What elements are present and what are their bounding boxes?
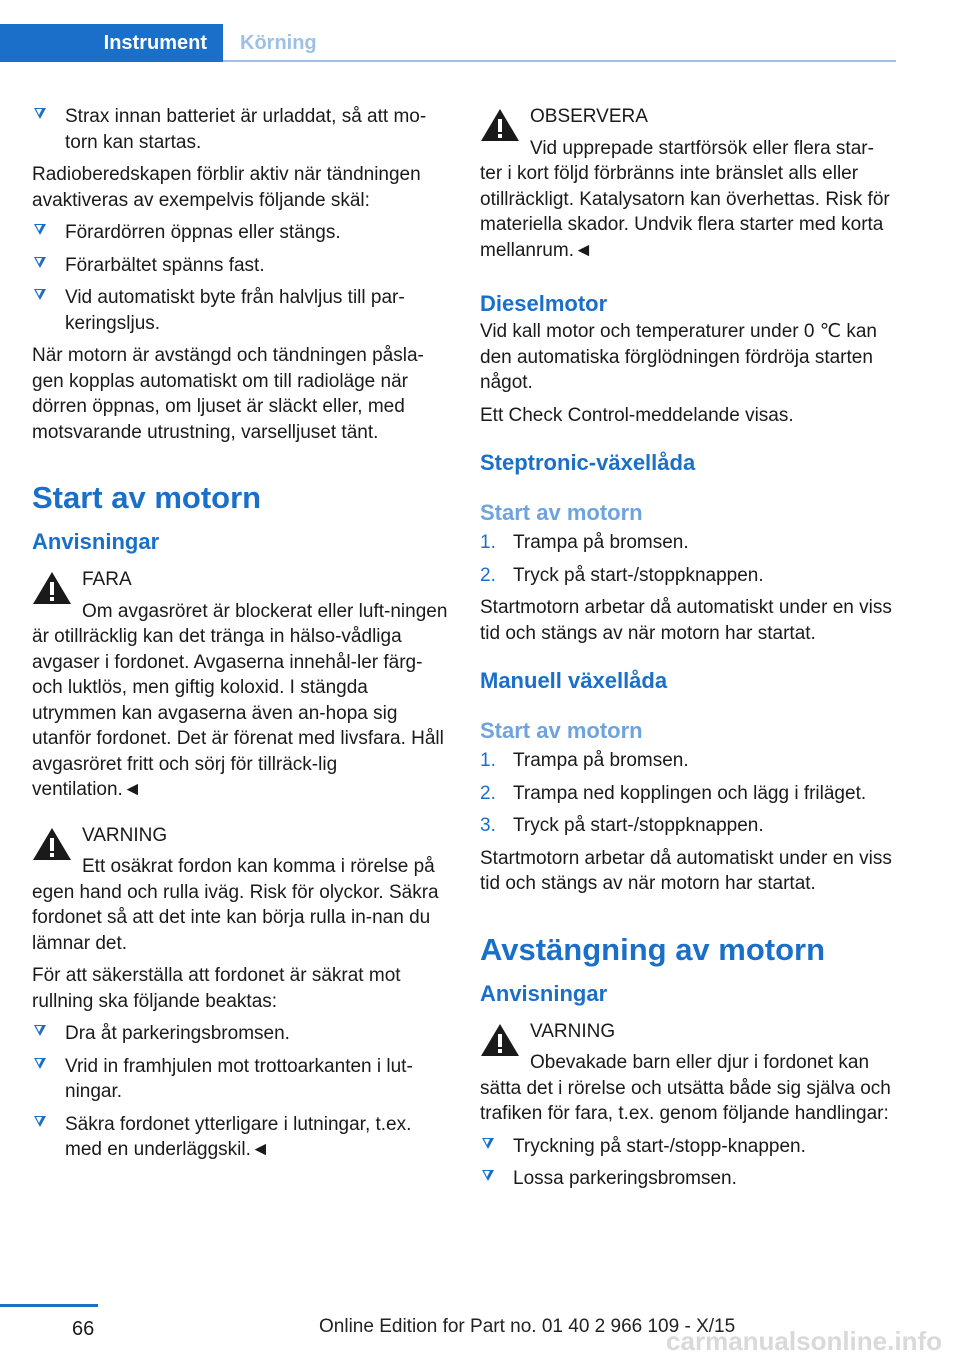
list-item-text: Vrid in framhjulen mot trottoarkanten i lut-ningar. [65, 1055, 413, 1102]
list-item-text: Vid automatiskt byte från halvljus till par-keringsljus. [65, 287, 405, 334]
subsection-title-anvisningar-stop: Anvisningar [480, 980, 608, 1006]
warning-title: VARNING [82, 824, 168, 846]
list-item-text: Trampa på bromsen. [513, 532, 689, 553]
warning-triangle-icon [32, 827, 72, 861]
warning-text: Vid upprepade startförsök eller flera star-ter i kort följd förbränns inte bränslet alls eller otillräckligt. Katalysatorn kan överhettas. Risk för materiella skador. Undvik flera starter med korta mellanrum.◄ [480, 137, 890, 261]
warning-triangle-icon [480, 1023, 520, 1057]
bullet-list-intro [32, 104, 448, 155]
warning-triangle-icon [32, 571, 72, 605]
section-title-avstangning: Avstängning av motorn [480, 931, 826, 967]
bullet-list-rullning [32, 1021, 448, 1163]
list-item [480, 1134, 896, 1160]
right-column [480, 104, 896, 1199]
step-number: 1. [480, 532, 496, 553]
triangle-bullet-icon [34, 108, 46, 119]
list-item-text: Tryckning på start-/stopp-knappen. [513, 1135, 806, 1157]
list-item [32, 1021, 448, 1047]
paragraph: När motorn är avstängd och tändningen påsla-gen kopplas automatiskt om till radioläge när dörren öppnas, om ljuset är släckt eller, med motsvarande utrustning, varselljuset tänt. [32, 345, 424, 443]
left-column [32, 104, 448, 1170]
warning-block-varning-stop [480, 1019, 896, 1127]
subsection-title-diesel: Dieselmotor [480, 291, 608, 316]
triangle-bullet-icon [34, 257, 46, 268]
triangle-bullet-icon [34, 1058, 46, 1069]
list-item-text: Trampa på bromsen. [513, 750, 689, 771]
triangle-bullet-icon [34, 1116, 46, 1127]
bullet-list-stop [480, 1134, 896, 1192]
list-item [480, 748, 896, 774]
tab-instrument[interactable] [0, 24, 223, 62]
paragraph: Startmotorn arbetar då automatiskt under en viss tid och stängs av när motorn har startat. [480, 847, 892, 894]
subsubsection-title-start-man: Start av motorn [480, 718, 643, 743]
list-item [32, 220, 448, 246]
step-number: 2. [480, 564, 496, 586]
subsection-title-steptronic: Steptronic-växellåda [480, 450, 696, 475]
warning-block-varning [32, 823, 448, 957]
paragraph: Radioberedskapen förblir aktiv när tändningen avaktiveras av exempelvis följande skäl: [32, 164, 421, 211]
list-item-text: Säkra fordonet ytterligare i lutningar, t.ex. med en underläggskil.◄ [65, 1113, 412, 1160]
triangle-bullet-icon [482, 1170, 494, 1181]
triangle-bullet-icon [34, 224, 46, 235]
numbered-list-manuell [480, 748, 896, 839]
list-item-text: Dra åt parkeringsbromsen. [65, 1023, 290, 1044]
list-item-text: Lossa parkeringsbromsen. [513, 1168, 737, 1189]
step-number: 2. [480, 782, 496, 804]
list-item [32, 285, 448, 336]
warning-title: OBSERVERA [530, 106, 648, 127]
warning-block-fara [32, 567, 448, 803]
step-number: 1. [480, 750, 496, 771]
list-item [480, 563, 896, 589]
warning-block-observera [480, 104, 896, 263]
warning-title: VARNING [530, 1020, 616, 1042]
list-item-text: Tryck på start-/stoppknappen. [513, 815, 764, 836]
list-item-text: Strax innan batteriet är urladdat, så att mo-torn kan startas. [65, 106, 427, 153]
list-item-text: Förarbältet spänns fast. [65, 254, 265, 276]
list-item [32, 1112, 448, 1163]
tab-korning[interactable] [223, 24, 896, 62]
paragraph: Ett Check Control-meddelande visas. [480, 404, 794, 426]
footer-accent-line [0, 1304, 98, 1307]
list-item-text: Tryck på start-/stoppknappen. [513, 564, 764, 586]
list-item [32, 104, 448, 155]
paragraph: Startmotorn arbetar då automatiskt under en viss tid och stängs av när motorn har startat. [480, 597, 892, 644]
list-item-text: Trampa ned kopplingen och lägg i friläget. [513, 782, 867, 804]
subsubsection-title-start-step: Start av motorn [480, 500, 643, 525]
edition-text: Online Edition for Part no. 01 40 2 966 109 - X/15 [319, 1316, 736, 1337]
triangle-bullet-icon [34, 1025, 46, 1036]
list-item [480, 1166, 896, 1192]
watermark: carmanualsonline.info [666, 1326, 942, 1356]
list-item [32, 253, 448, 279]
warning-triangle-icon [480, 108, 520, 142]
tab-instrument-label: Instrument [103, 32, 207, 54]
numbered-list-steptronic [480, 530, 896, 588]
list-item [480, 530, 896, 556]
list-item [480, 813, 896, 839]
list-item [480, 781, 896, 807]
warning-text: Om avgasröret är blockerat eller luft-ningen är otillräcklig kan det tränga in hälso-vådliga avgaser i fordonet. Avgaserna innehål-ler färg- och luktlös, men giftig koloxid. I stängda utrymmen kan avgaserna även an-hopa sig utanför fordonet. Det är förenat med livsfara. Håll avgasröret fritt och sörj för tillräck-lig ventilation.◄ [32, 600, 448, 800]
subsection-title-manuell: Manuell växellåda [480, 668, 668, 693]
section-title-start: Start av motorn [32, 480, 262, 515]
page-number: 66 [72, 1318, 95, 1340]
triangle-bullet-icon [482, 1138, 494, 1149]
bullet-list-radio [32, 220, 448, 336]
warning-text: Obevakade barn eller djur i fordonet kan sätta det i rörelse och utsätta både sig själva och trafiken för fara, t.ex. genom följande handlingar: [480, 1052, 891, 1124]
list-item-text: Förardörren öppnas eller stängs. [65, 222, 341, 243]
paragraph: För att säkerställa att fordonet är säkrat mot rullning ska följande beaktas: [32, 965, 401, 1012]
paragraph: Vid kall motor och temperaturer under 0 ℃ kan den automatiska förglödningen fördröja starten något. [480, 321, 877, 393]
step-number: 3. [480, 815, 496, 836]
subsection-title-anvisningar: Anvisningar [32, 529, 160, 554]
triangle-bullet-icon [34, 289, 46, 300]
warning-text: Ett osäkrat fordon kan komma i rörelse på egen hand och rulla iväg. Risk för olyckor. Säkra fordonet så att det inte kan börja rulla in-nan du lämnar det. [32, 856, 439, 954]
header-tabs [0, 24, 896, 62]
list-item [32, 1054, 448, 1105]
warning-title: FARA [82, 569, 132, 590]
tab-korning-label: Körning [240, 32, 317, 54]
